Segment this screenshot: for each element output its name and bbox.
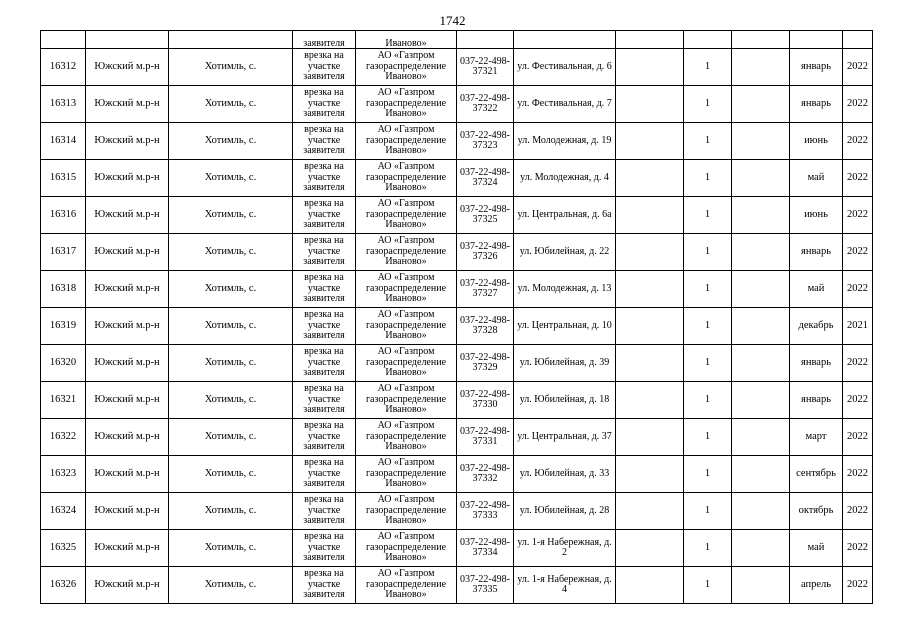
count-cell: 1	[684, 567, 732, 604]
region-cell: Южский м.р-н	[86, 308, 169, 345]
locality-cell: Хотимль, с.	[169, 345, 293, 382]
locality-cell: Хотимль, с.	[169, 530, 293, 567]
address-cell	[514, 31, 616, 49]
year-cell: 2022	[843, 493, 873, 530]
work-type-cell: врезка на участке заявителя	[293, 234, 356, 271]
table-row	[41, 493, 873, 530]
month-cell: январь	[790, 49, 843, 86]
work-type-cell: врезка на участке заявителя	[293, 197, 356, 234]
blank-cell-a	[616, 234, 684, 271]
blank-cell-a	[616, 123, 684, 160]
num-cell: 16321	[41, 382, 86, 419]
address-cell: ул. 1-я Набережная, д. 4	[514, 567, 616, 604]
num-cell: 16316	[41, 197, 86, 234]
month-cell: октябрь	[790, 493, 843, 530]
work-type-cell: врезка на участке заявителя	[293, 493, 356, 530]
year-cell: 2022	[843, 567, 873, 604]
region-cell: Южский м.р-н	[86, 234, 169, 271]
address-cell: ул. Юбилейная, д. 39	[514, 345, 616, 382]
code-cell: 037-22-498-37333	[457, 493, 514, 530]
year-cell: 2022	[843, 197, 873, 234]
region-cell: Южский м.р-н	[86, 456, 169, 493]
address-cell: ул. Молодежная, д. 4	[514, 160, 616, 197]
blank-cell-b	[732, 271, 790, 308]
address-cell: ул. Фестивальная, д. 6	[514, 49, 616, 86]
locality-cell: Хотимль, с.	[169, 567, 293, 604]
year-cell: 2021	[843, 308, 873, 345]
work-type-cell: врезка на участке заявителя	[293, 271, 356, 308]
num-cell: 16322	[41, 419, 86, 456]
month-cell: январь	[790, 86, 843, 123]
blank-cell-b	[732, 86, 790, 123]
num-cell: 16313	[41, 86, 86, 123]
continued-row	[41, 31, 873, 49]
blank-cell-b	[732, 31, 790, 49]
table-row	[41, 419, 873, 456]
address-cell: ул. Фестивальная, д. 7	[514, 86, 616, 123]
locality-cell: Хотимль, с.	[169, 382, 293, 419]
count-cell: 1	[684, 493, 732, 530]
num-cell: 16325	[41, 530, 86, 567]
region-cell: Южский м.р-н	[86, 493, 169, 530]
locality-cell: Хотимль, с.	[169, 234, 293, 271]
table-row	[41, 456, 873, 493]
count-cell: 1	[684, 345, 732, 382]
month-cell: июнь	[790, 123, 843, 160]
month-cell: январь	[790, 234, 843, 271]
organization-cell: АО «Газпром газораспределение Иваново»	[356, 49, 457, 86]
code-cell: 037-22-498-37325	[457, 197, 514, 234]
count-cell: 1	[684, 86, 732, 123]
count-cell: 1	[684, 123, 732, 160]
month-cell: май	[790, 530, 843, 567]
year-cell: 2022	[843, 86, 873, 123]
table-row	[41, 160, 873, 197]
blank-cell-b	[732, 530, 790, 567]
num-cell: 16320	[41, 345, 86, 382]
year-cell: 2022	[843, 160, 873, 197]
blank-cell-a	[616, 567, 684, 604]
blank-cell-b	[732, 197, 790, 234]
blank-cell-b	[732, 123, 790, 160]
organization-cell: АО «Газпром газораспределение Иваново»	[356, 234, 457, 271]
count-cell: 1	[684, 234, 732, 271]
address-cell: ул. Юбилейная, д. 28	[514, 493, 616, 530]
organization-cell: АО «Газпром газораспределение Иваново»	[356, 567, 457, 604]
region-cell: Южский м.р-н	[86, 345, 169, 382]
year-cell: 2022	[843, 271, 873, 308]
organization-cell: АО «Газпром газораспределение Иваново»	[356, 530, 457, 567]
code-cell: 037-22-498-37332	[457, 456, 514, 493]
address-cell: ул. Центральная, д. 10	[514, 308, 616, 345]
year-cell: 2022	[843, 345, 873, 382]
region-cell: Южский м.р-н	[86, 123, 169, 160]
blank-cell-b	[732, 234, 790, 271]
year-cell: 2022	[843, 530, 873, 567]
locality-cell: Хотимль, с.	[169, 49, 293, 86]
count-cell: 1	[684, 160, 732, 197]
region-cell: Южский м.р-н	[86, 382, 169, 419]
work-type-cell: врезка на участке заявителя	[293, 345, 356, 382]
table-row	[41, 197, 873, 234]
page-number: 1742	[439, 13, 466, 28]
code-cell: 037-22-498-37331	[457, 419, 514, 456]
code-cell: 037-22-498-37327	[457, 271, 514, 308]
count-cell: 1	[684, 530, 732, 567]
code-cell: 037-22-498-37335	[457, 567, 514, 604]
region-cell: Южский м.р-н	[86, 160, 169, 197]
work-type-cell: врезка на участке заявителя	[293, 419, 356, 456]
organization-cell: АО «Газпром газораспределение Иваново»	[356, 123, 457, 160]
month-cell: июнь	[790, 197, 843, 234]
table-row	[41, 382, 873, 419]
work-type-cell: врезка на участке заявителя	[293, 86, 356, 123]
work-type-cell: врезка на участке заявителя	[293, 160, 356, 197]
num-cell: 16326	[41, 567, 86, 604]
organization-cell: АО «Газпром газораспределение Иваново»	[356, 419, 457, 456]
code-cell: 037-22-498-37324	[457, 160, 514, 197]
table-row	[41, 123, 873, 160]
blank-cell-b	[732, 567, 790, 604]
organization-cell: АО «Газпром газораспределение Иваново»	[356, 197, 457, 234]
month-cell: май	[790, 160, 843, 197]
blank-cell-a	[616, 530, 684, 567]
year-cell: 2022	[843, 419, 873, 456]
blank-cell-b	[732, 160, 790, 197]
locality-cell: Хотимль, с.	[169, 197, 293, 234]
blank-cell-a	[616, 382, 684, 419]
organization-cell: АО «Газпром газораспределение Иваново»	[356, 160, 457, 197]
organization-cell: Иваново»	[356, 31, 457, 49]
blank-cell-b	[732, 382, 790, 419]
blank-cell-a	[616, 160, 684, 197]
blank-cell-b	[732, 456, 790, 493]
table-row	[41, 49, 873, 86]
organization-cell: АО «Газпром газораспределение Иваново»	[356, 493, 457, 530]
month-cell: март	[790, 419, 843, 456]
table-row	[41, 308, 873, 345]
month-cell: май	[790, 271, 843, 308]
code-cell: 037-22-498-37326	[457, 234, 514, 271]
month-cell: январь	[790, 345, 843, 382]
count-cell	[684, 31, 732, 49]
blank-cell-b	[732, 493, 790, 530]
work-type-cell: врезка на участке заявителя	[293, 308, 356, 345]
address-cell: ул. Центральная, д. 37	[514, 419, 616, 456]
organization-cell: АО «Газпром газораспределение Иваново»	[356, 86, 457, 123]
region-cell: Южский м.р-н	[86, 197, 169, 234]
num-cell: 16319	[41, 308, 86, 345]
region-cell: Южский м.р-н	[86, 530, 169, 567]
blank-cell-a	[616, 456, 684, 493]
year-cell: 2022	[843, 382, 873, 419]
count-cell: 1	[684, 49, 732, 86]
region-cell: Южский м.р-н	[86, 419, 169, 456]
address-cell: ул. Юбилейная, д. 18	[514, 382, 616, 419]
num-cell: 16318	[41, 271, 86, 308]
blank-cell-b	[732, 419, 790, 456]
month-cell: январь	[790, 382, 843, 419]
month-cell: апрель	[790, 567, 843, 604]
year-cell: 2022	[843, 49, 873, 86]
code-cell: 037-22-498-37323	[457, 123, 514, 160]
locality-cell: Хотимль, с.	[169, 308, 293, 345]
count-cell: 1	[684, 382, 732, 419]
work-type-cell: врезка на участке заявителя	[293, 456, 356, 493]
table-row	[41, 345, 873, 382]
locality-cell: Хотимль, с.	[169, 419, 293, 456]
count-cell: 1	[684, 197, 732, 234]
code-cell: 037-22-498-37329	[457, 345, 514, 382]
month-cell: декабрь	[790, 308, 843, 345]
address-cell: ул. Юбилейная, д. 22	[514, 234, 616, 271]
blank-cell-a	[616, 49, 684, 86]
blank-cell-a	[616, 31, 684, 49]
month-cell: сентябрь	[790, 456, 843, 493]
work-type-cell: заявителя	[293, 31, 356, 49]
address-cell: ул. 1-я Набережная, д. 2	[514, 530, 616, 567]
address-cell: ул. Центральная, д. 6а	[514, 197, 616, 234]
locality-cell	[169, 31, 293, 49]
region-cell: Южский м.р-н	[86, 271, 169, 308]
organization-cell: АО «Газпром газораспределение Иваново»	[356, 308, 457, 345]
locality-cell: Хотимль, с.	[169, 86, 293, 123]
count-cell: 1	[684, 456, 732, 493]
region-cell: Южский м.р-н	[86, 49, 169, 86]
work-type-cell: врезка на участке заявителя	[293, 49, 356, 86]
table-row	[41, 567, 873, 604]
num-cell: 16315	[41, 160, 86, 197]
work-type-cell: врезка на участке заявителя	[293, 530, 356, 567]
locality-cell: Хотимль, с.	[169, 493, 293, 530]
work-type-cell: врезка на участке заявителя	[293, 567, 356, 604]
blank-cell-a	[616, 345, 684, 382]
count-cell: 1	[684, 308, 732, 345]
address-cell: ул. Юбилейная, д. 33	[514, 456, 616, 493]
locality-cell: Хотимль, с.	[169, 456, 293, 493]
gas-connection-registry-table	[40, 30, 873, 604]
blank-cell-a	[616, 197, 684, 234]
year-cell	[843, 31, 873, 49]
code-cell: 037-22-498-37321	[457, 49, 514, 86]
blank-cell-b	[732, 49, 790, 86]
code-cell: 037-22-498-37334	[457, 530, 514, 567]
month-cell	[790, 31, 843, 49]
num-cell: 16314	[41, 123, 86, 160]
organization-cell: АО «Газпром газораспределение Иваново»	[356, 345, 457, 382]
table-row	[41, 530, 873, 567]
work-type-cell: врезка на участке заявителя	[293, 382, 356, 419]
code-cell: 037-22-498-37328	[457, 308, 514, 345]
table-row	[41, 234, 873, 271]
year-cell: 2022	[843, 234, 873, 271]
region-cell	[86, 31, 169, 49]
organization-cell: АО «Газпром газораспределение Иваново»	[356, 456, 457, 493]
year-cell: 2022	[843, 123, 873, 160]
blank-cell-a	[616, 493, 684, 530]
num-cell	[41, 31, 86, 49]
code-cell: 037-22-498-37322	[457, 86, 514, 123]
address-cell: ул. Молодежная, д. 13	[514, 271, 616, 308]
region-cell: Южский м.р-н	[86, 567, 169, 604]
table-row	[41, 86, 873, 123]
table-row	[41, 271, 873, 308]
code-cell: 037-22-498-37330	[457, 382, 514, 419]
blank-cell-a	[616, 271, 684, 308]
count-cell: 1	[684, 271, 732, 308]
organization-cell: АО «Газпром газораспределение Иваново»	[356, 271, 457, 308]
blank-cell-a	[616, 86, 684, 123]
num-cell: 16317	[41, 234, 86, 271]
num-cell: 16324	[41, 493, 86, 530]
blank-cell-a	[616, 419, 684, 456]
locality-cell: Хотимль, с.	[169, 160, 293, 197]
locality-cell: Хотимль, с.	[169, 271, 293, 308]
organization-cell: АО «Газпром газораспределение Иваново»	[356, 382, 457, 419]
blank-cell-a	[616, 308, 684, 345]
region-cell: Южский м.р-н	[86, 86, 169, 123]
count-cell: 1	[684, 419, 732, 456]
work-type-cell: врезка на участке заявителя	[293, 123, 356, 160]
locality-cell: Хотимль, с.	[169, 123, 293, 160]
num-cell: 16312	[41, 49, 86, 86]
blank-cell-b	[732, 345, 790, 382]
year-cell: 2022	[843, 456, 873, 493]
address-cell: ул. Молодежная, д. 19	[514, 123, 616, 160]
num-cell: 16323	[41, 456, 86, 493]
code-cell	[457, 31, 514, 49]
blank-cell-b	[732, 308, 790, 345]
